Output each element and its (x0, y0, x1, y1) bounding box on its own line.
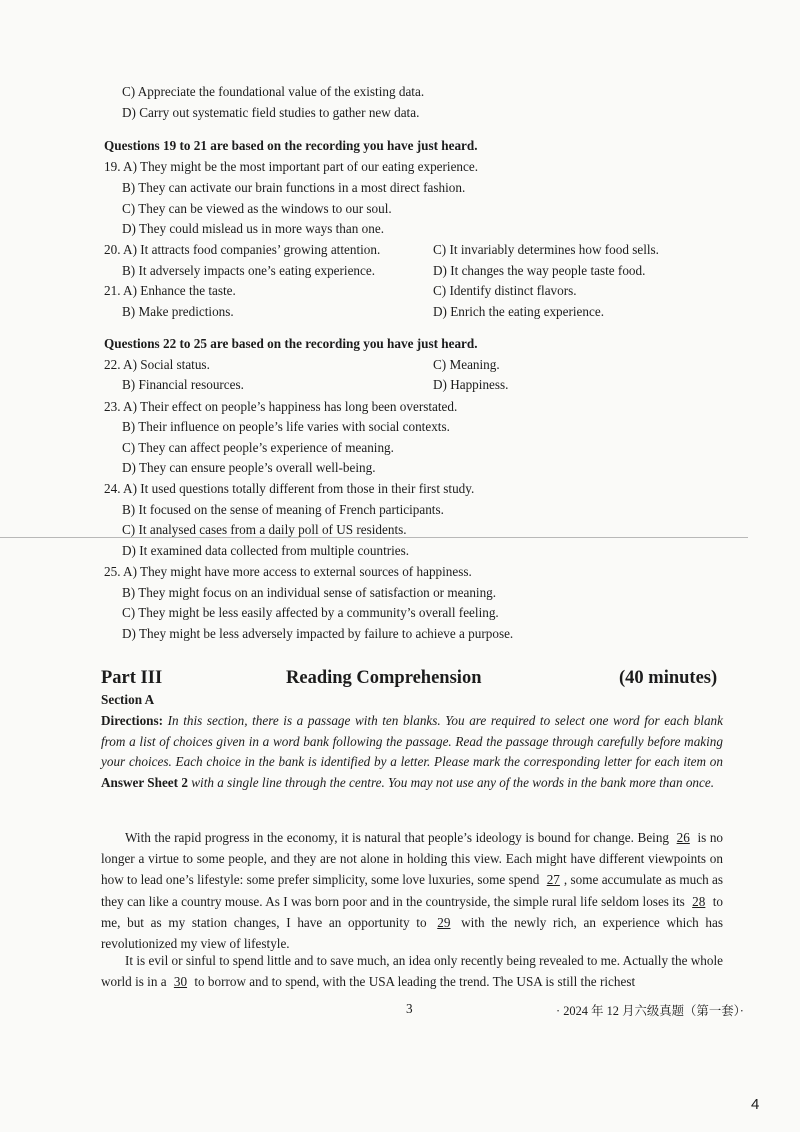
q23-option-b: B) Their influence on people’s life varies with social contexts. (122, 419, 450, 434)
q18-option-d: D) Carry out systematic field studies to gather new data. (122, 105, 420, 120)
part-title: Reading Comprehension (286, 668, 482, 688)
page-number: 3 (406, 1001, 413, 1016)
q22-option-a: 22. A) Social status. (104, 357, 210, 372)
blank-29: 29 (437, 914, 451, 930)
section-label: Section A (101, 692, 155, 707)
part-time: (40 minutes) (619, 668, 718, 688)
q23-option-d: D) They can ensure people’s overall well-being. (122, 460, 376, 475)
passage-text: to borrow and to spend, with the USA leading the trend. The USA is still the richest (194, 974, 636, 990)
q23-option-a: 23. A) Their effect on people’s happiness has long been overstated. (104, 399, 458, 414)
passage-paragraph-2 (101, 950, 723, 992)
q19-option-b: B) They can activate our brain functions in a most direct fashion. (122, 180, 466, 195)
q22-option-b: B) Financial resources. (122, 377, 244, 392)
q21-option-b: B) Make predictions. (122, 304, 234, 319)
q20-option-c: C) It invariably determines how food sells. (433, 242, 659, 257)
q25-option-a: 25. A) They might have more access to external sources of happiness. (104, 564, 472, 579)
q21-option-c: C) Identify distinct flavors. (433, 283, 577, 298)
q24-option-c: C) It analysed cases from a daily poll of US residents. (122, 522, 407, 537)
passage-text: With the rapid progress in the economy, it is natural that people’s ideology is bound for change. Being (125, 830, 670, 845)
blank-27: 27 (546, 872, 560, 888)
q19-option-d: D) They could mislead us in more ways than one. (122, 221, 384, 236)
corner-page-number: 4 (751, 1096, 760, 1113)
q25-option-d: D) They might be less adversely impacted by failure to achieve a purpose. (122, 626, 514, 641)
q25-option-c: C) They might be less easily affected by a community’s overall feeling. (122, 605, 499, 620)
q24-option-d: D) It examined data collected from multiple countries. (122, 543, 410, 558)
blank-26: 26 (676, 830, 690, 845)
answer-sheet-label: Answer Sheet 2 (101, 774, 188, 790)
directions-text-2: with a single line through the centre. You may not use any of the words in the bank more than once. (191, 774, 715, 790)
q21-option-a: 21. A) Enhance the taste. (104, 283, 236, 298)
q20-option-b: B) It adversely impacts one’s eating experience. (122, 263, 376, 278)
passage-text: is no longer a virtue to some people, and they are not alone in holding this view. Each might have different viewpoints on how to lead one’s lifestyle: some prefer simplicity, some love luxuries, some spend (101, 830, 724, 888)
part-label: Part III (101, 668, 163, 688)
blank-30: 30 (173, 974, 188, 990)
passage-paragraph-1 (101, 827, 723, 954)
scan-divider-line (0, 537, 748, 538)
directions (101, 711, 723, 793)
q22-25-heading: Questions 22 to 25 are based on the recording you have just heard. (104, 336, 478, 351)
exam-footer-label: · 2024 年 12 月六级真题（第一套）· (556, 1004, 744, 1018)
q24-option-b: B) It focused on the sense of meaning of French participants. (122, 502, 444, 517)
q19-option-a: 19. A) They might be the most important part of our eating experience. (104, 159, 479, 174)
passage-text: It is evil or sinful to spend little and to save much, an idea only recently being revealed to me. Actually the whole world is in a (101, 953, 723, 990)
directions-text-1: In this section, there is a passage with ten blanks. You are required to select one word for each blank from a list of choices given in a word bank following the passage. Read the passage through carefully before making your choices. Each choice in the bank is identified by a letter. Please mark the corresponding letter for each item on (101, 713, 723, 770)
q22-option-d: D) Happiness. (433, 377, 509, 392)
passage-text: with the newly rich, an experience which has revolutionized my view of lifestyle. (101, 914, 723, 952)
q19-option-c: C) They can be viewed as the windows to our soul. (122, 201, 392, 216)
blank-28: 28 (692, 893, 706, 909)
q22-option-c: C) Meaning. (433, 357, 500, 372)
passage-text: , some accumulate as much as they can like a country mouse. As I was born poor and in the countryside, the simple rural life seldom loses its (101, 872, 724, 909)
q18-option-c: C) Appreciate the foundational value of the existing data. (122, 84, 425, 99)
q19-21-heading: Questions 19 to 21 are based on the recording you have just heard. (104, 138, 478, 153)
q21-option-d: D) Enrich the eating experience. (433, 304, 604, 319)
q24-option-a: 24. A) It used questions totally different from those in their first study. (104, 481, 475, 496)
q20-option-d: D) It changes the way people taste food. (433, 263, 646, 278)
q25-option-b: B) They might focus on an individual sense of satisfaction or meaning. (122, 585, 497, 600)
directions-label: Directions: (101, 713, 164, 728)
q20-option-a: 20. A) It attracts food companies’ growing attention. (104, 242, 381, 257)
q23-option-c: C) They can affect people’s experience of meaning. (122, 440, 394, 455)
passage-text: to me, but as my station changes, I have an opportunity to (101, 893, 724, 930)
